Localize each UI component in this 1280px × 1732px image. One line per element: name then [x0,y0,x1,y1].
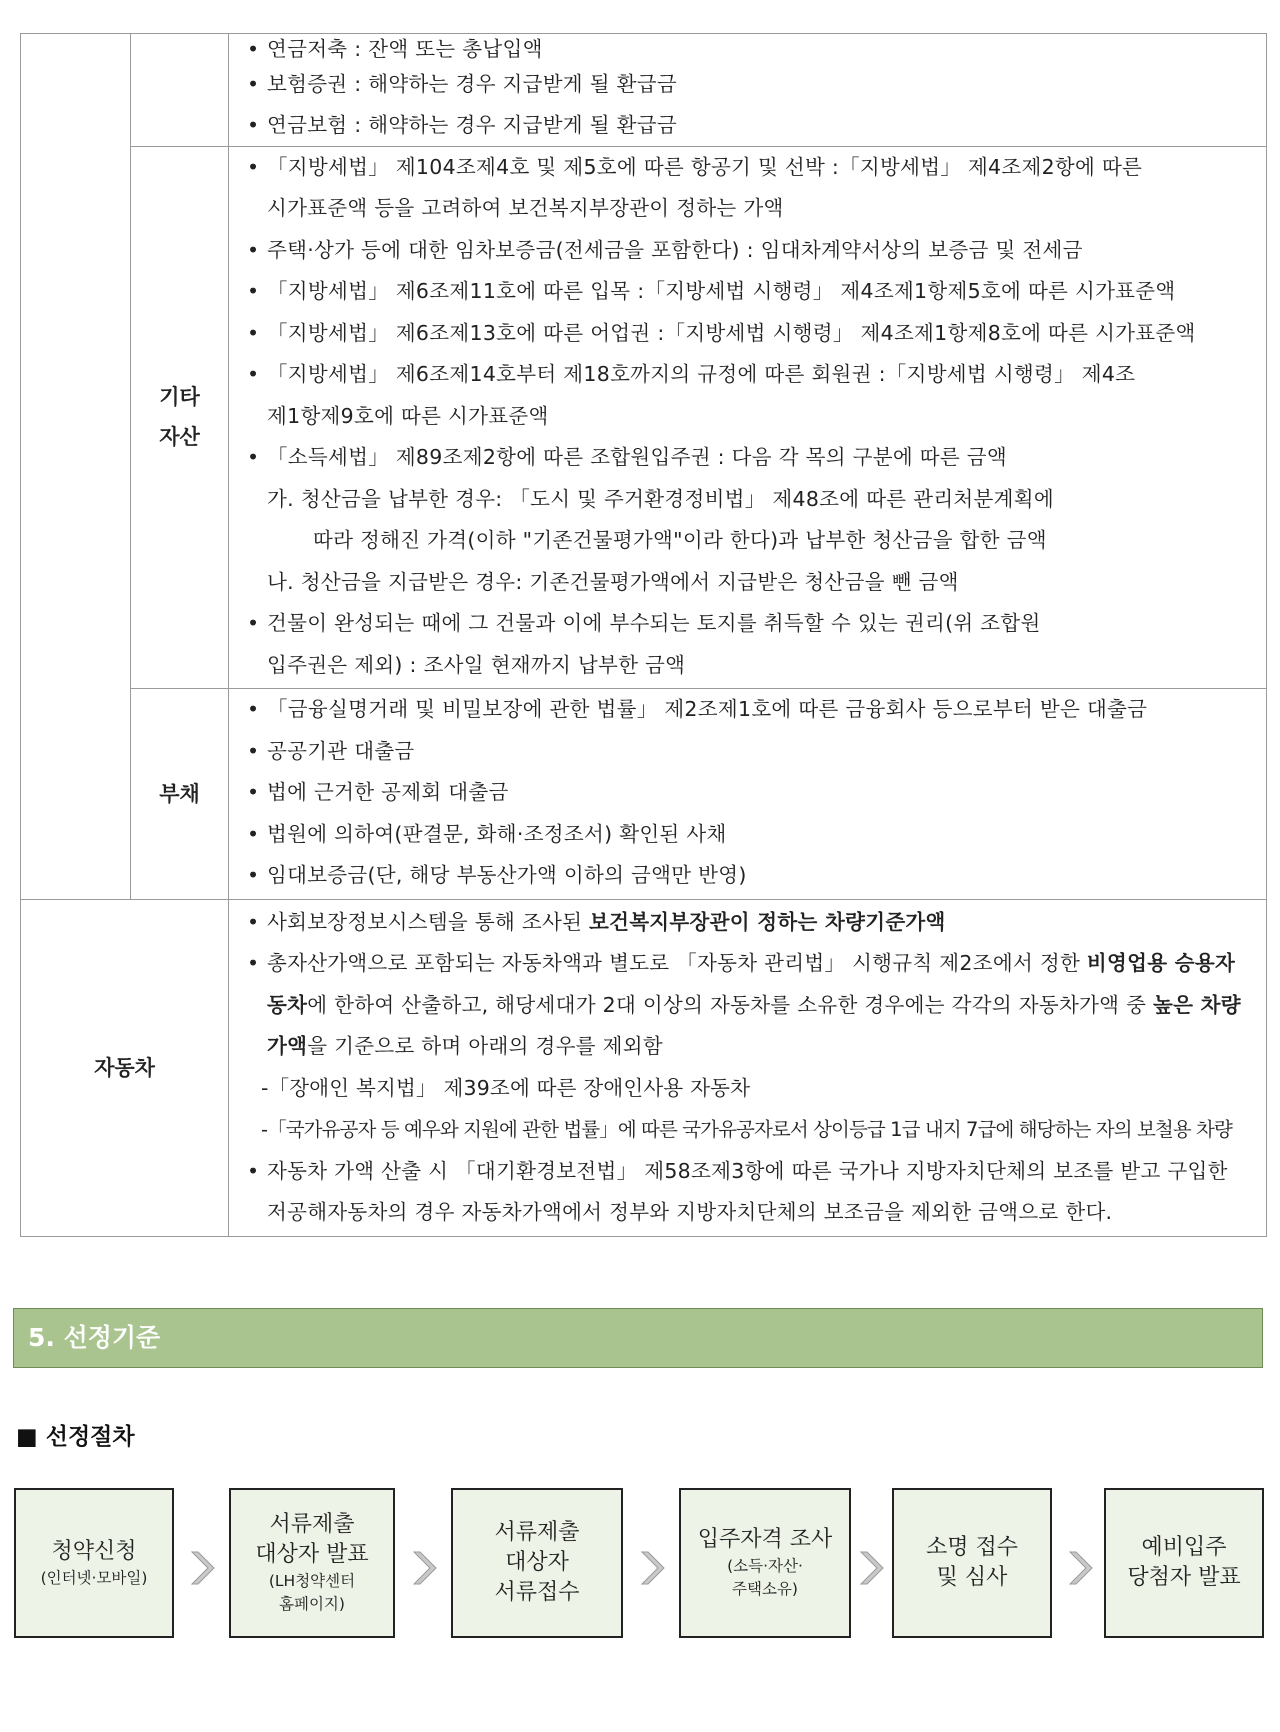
sub-item: 나. 청산금을 지급받은 경우: 기존건물평가액에서 지급받은 청산금을 뺀 금액 [267,569,959,594]
list-item: • 「소득세법」 제89조제2항에 따른 조합원입주권 : 다음 각 목의 구분에 따른 금액 [243,437,1254,479]
chevron-right-arrow-icon [853,1550,889,1586]
list-item: • 법에 근거한 공제회 대출금 [243,772,1254,814]
table-row [21,34,1267,147]
content-cell [229,689,1267,900]
sub-item: 가. 청산금을 납부한 경우: 「도시 및 주거환경정비법」 제48조에 따른 관리처분계획에 [267,486,1054,511]
text: 에 한하여 산출하고, 해당세대가 2대 이상의 자동차를 소유한 경우에는 각각의 자동차가액 중 [307,992,1153,1017]
step-label: 대상자 발표 [255,1542,369,1567]
subcategory-debt: 부채 [131,689,229,900]
table-row [21,899,1267,1236]
subcategory-label: 기타 [159,385,200,410]
list-item: • 「지방세법」 제6조제14호부터 제18호까지의 규정에 따른 회원권 :「지방세법 시행령」 제4조 [243,354,1254,396]
asset-criteria-table [20,33,1267,1237]
list-item: • 「금융실명거래 및 비밀보장에 관한 법률」 제2조제1호에 따른 금융회사 등으로부터 받은 대출금 [243,689,1254,731]
subcategory-label: 자산 [159,425,200,450]
list-item: • 연금저축 : 잔액 또는 총납입액 [243,34,1254,64]
list-item: • 건물이 완성되는 때에 그 건물과 이에 부수되는 토지를 취득할 수 있는 권리(위 조합원 [243,603,1254,645]
step-document-target-announcement [229,1488,395,1638]
chevron-right-arrow-icon [184,1550,220,1586]
list-item: • 주택·상가 등에 대한 임차보증금(전세금을 포함한다) : 임대차계약서상의 보증금 및 전세금 [243,230,1254,272]
section-header: 5. 선정기준 [13,1308,1263,1368]
list-item [243,902,1254,944]
step-label: 예비입주 [1141,1535,1227,1560]
procedure-heading: ■ 선정절차 [16,1424,135,1450]
step-label: 및 심사 [936,1565,1008,1590]
chevron-right-arrow-icon [634,1550,670,1586]
step-note: 홈페이지) [279,1595,345,1613]
step-label: 소명 접수 [925,1535,1018,1560]
step-label: 입주자격 조사 [697,1527,833,1552]
list-item: • 임대보증금(단, 해당 부동산가액 이하의 금액만 반영) [243,855,1254,897]
text: 총자산가액으로 포함되는 자동차액과 별도로 「자동차 관리법」 시행규칙 제2조에서 정한 [267,951,1087,975]
exception-item: -「장애인 복지법」 제39조에 따른 장애인사용 자동차 [261,1075,751,1100]
step-label: 서류제출 [269,1512,355,1537]
step-label: 청약신청 [51,1538,137,1564]
step-eligibility-check [679,1488,851,1638]
step-note: 주택소유) [732,1580,798,1598]
group-cell [21,34,131,900]
step-label: 서류제출 [494,1520,580,1545]
step-label: 서류접수 [494,1580,580,1605]
bold-text: 보건복지부장관이 정하는 차량기준가액 [589,909,946,934]
list-item [243,943,1254,1068]
list-item-continuation: 제1항제9호에 따른 시가표준액 [267,403,549,428]
text: 을 기준으로 하며 아래의 경우를 제외함 [307,1034,663,1058]
chevron-right-arrow-icon [406,1550,442,1586]
subcategory-other-assets [131,146,229,689]
bold-text: 높은 차량가액 [267,992,1241,1058]
list-item: • 법원에 의하여(판결문, 화해·조정조서) 확인된 사채 [243,814,1254,856]
content-cell [229,34,1267,147]
content-cell [229,146,1267,689]
chevron-right-arrow-icon [1062,1550,1098,1586]
list-item-continuation: 입주권은 제외) : 조사일 현재까지 납부한 금액 [267,652,686,677]
step-note: (LH청약센터 [268,1572,356,1590]
exception-item: -「국가유공자 등 예우와 지원에 관한 법률」에 따른 국가유공자로서 상이등급 1급 내지 7급에 해당하는 자의 보철용 차량 [261,1118,1232,1141]
step-winner-announcement [1104,1488,1264,1638]
step-document-submission [451,1488,623,1638]
table-row [21,689,1267,900]
list-item: • 보험증권 : 해약하는 경우 지급받게 될 환급금 [243,64,1254,106]
step-label: 당첨자 발표 [1127,1565,1241,1590]
list-item: • 자동차 가액 산출 시 「대기환경보전법」 제58조제3항에 따른 국가나 지방자치단체의 보조를 받고 구입한 저공해자동차의 경우 자동차가액에서 정부와 지방자치단체의 보조금을 제외한 금액으로 한다. [243,1151,1254,1234]
text: 사회보장정보시스템을 통해 조사된 [267,909,589,934]
step-note: (소득·자산· [727,1557,803,1575]
bold-text: 비영업용 승용자동차 [267,951,1236,1017]
category-vehicle: 자동차 [21,899,229,1236]
list-item-continuation: 시가표준액 등을 고려하여 보건복지부장관이 정하는 가액 [267,196,784,220]
step-explanation-review [892,1488,1052,1638]
subcategory-cell [131,34,229,147]
content-cell [229,899,1267,1236]
list-item: • 공공기관 대출금 [243,731,1254,773]
step-note: (인터넷·모바일) [40,1568,148,1587]
list-item: • 연금보험 : 해약하는 경우 지급받게 될 환급금 [243,106,1254,144]
sub-item-continuation: 따라 정해진 가격(이하 "기존건물평가액"이라 한다)과 납부한 청산금을 합한 금액 [313,528,1047,552]
list-item: • 「지방세법」 제6조제13호에 따른 어업권 :「지방세법 시행령」 제4조제1항제8호에 따른 시가표준액 [243,313,1254,355]
list-item: • 「지방세법」 제104조제4호 및 제5호에 따른 항공기 및 선박 :「지방세법」 제4조제2항에 따른 [243,147,1254,189]
table-row [21,146,1267,689]
step-application [14,1488,174,1638]
list-item: • 「지방세법」 제6조제11호에 따른 입목 :「지방세법 시행령」 제4조제1항제5호에 따른 시가표준액 [243,271,1254,313]
step-label: 대상자 [505,1550,569,1575]
